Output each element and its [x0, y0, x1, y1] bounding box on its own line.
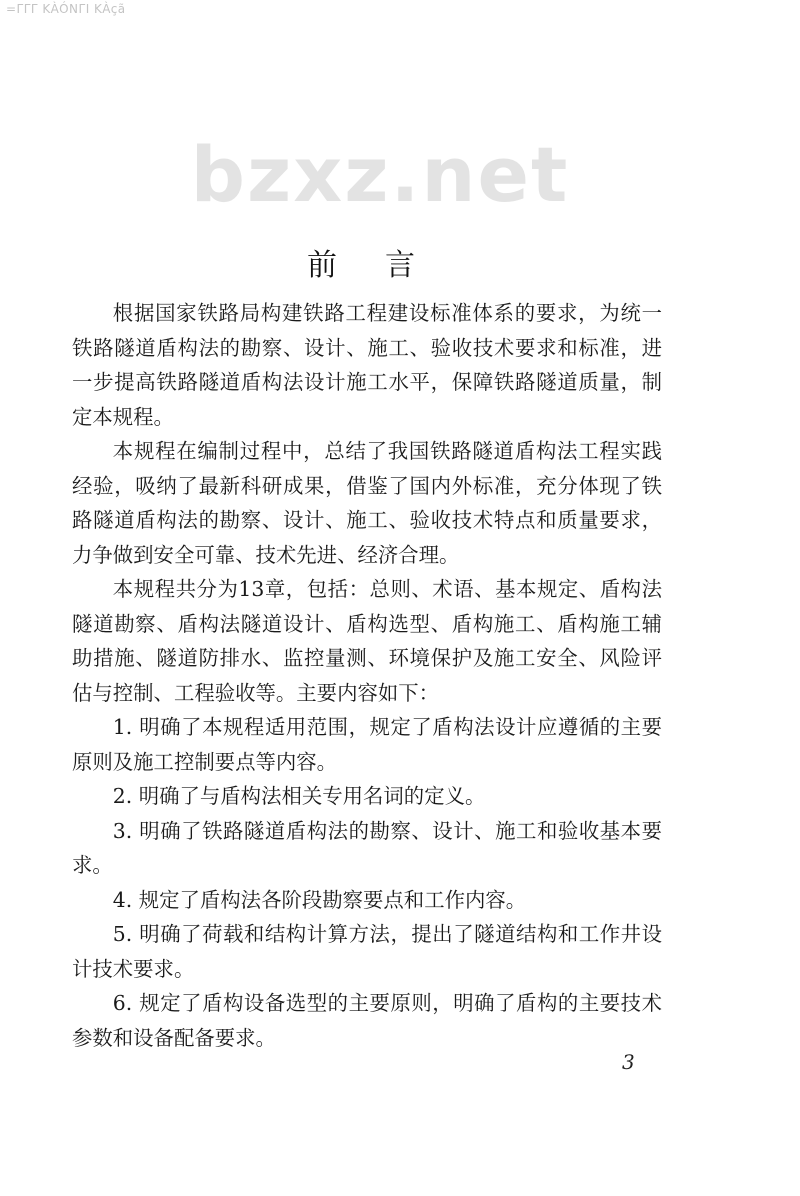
- list-item: 1. 明确了本规程适用范围，规定了盾构法设计应遵循的主要原则及施工控制要点等内容。: [72, 715, 662, 774]
- page-title: 前言: [307, 248, 463, 283]
- document-body: [72, 296, 662, 1055]
- paragraph-intro: 根据国家铁路局构建铁路工程建设标准体系的要求，为统一铁路隧道盾构法的勘察、设计、施工、验收技术要求和标准，进一步提高铁路隧道盾构法设计施工水平，保障铁路隧道质量，制定本规程。: [72, 301, 662, 429]
- list-item: 2. 明确了与盾构法相关专用名词的定义。: [112, 784, 486, 808]
- list-item: 5. 明确了荷载和结构计算方法，提出了隧道结构和工作井设计技术要求。: [72, 922, 662, 981]
- paragraph-chapters: 本规程共分为13章，包括：总则、术语、基本规定、盾构法隧道勘察、盾构法隧道设计、盾构选型、盾构施工、盾构施工辅助措施、隧道防排水、监控量测、环境保护及施工安全、风险评估与控制、工程验收等。主要内容如下：: [72, 577, 662, 705]
- watermark: bzxz.net: [190, 130, 570, 219]
- paragraph-compilation: 本规程在编制过程中，总结了我国铁路隧道盾构法工程实践经验，吸纳了最新科研成果，借鉴了国内外标准，充分体现了铁路隧道盾构法的勘察、设计、施工、验收技术特点和质量要求，力争做到安全可靠、技术先进、经济合理。: [72, 439, 662, 567]
- list-item: 3. 明确了铁路隧道盾构法的勘察、设计、施工和验收基本要求。: [72, 818, 662, 877]
- list-item: 4. 规定了盾构法各阶段勘察要点和工作内容。: [112, 887, 527, 912]
- header-mark: =ΓΓΓ KÀÓΝΓΙ KÀçã: [6, 2, 126, 16]
- page-number: 3: [622, 1050, 635, 1074]
- list-item: 6. 规定了盾构设备选型的主要原则，明确了盾构的主要技术参数和设备配备要求。: [72, 991, 662, 1050]
